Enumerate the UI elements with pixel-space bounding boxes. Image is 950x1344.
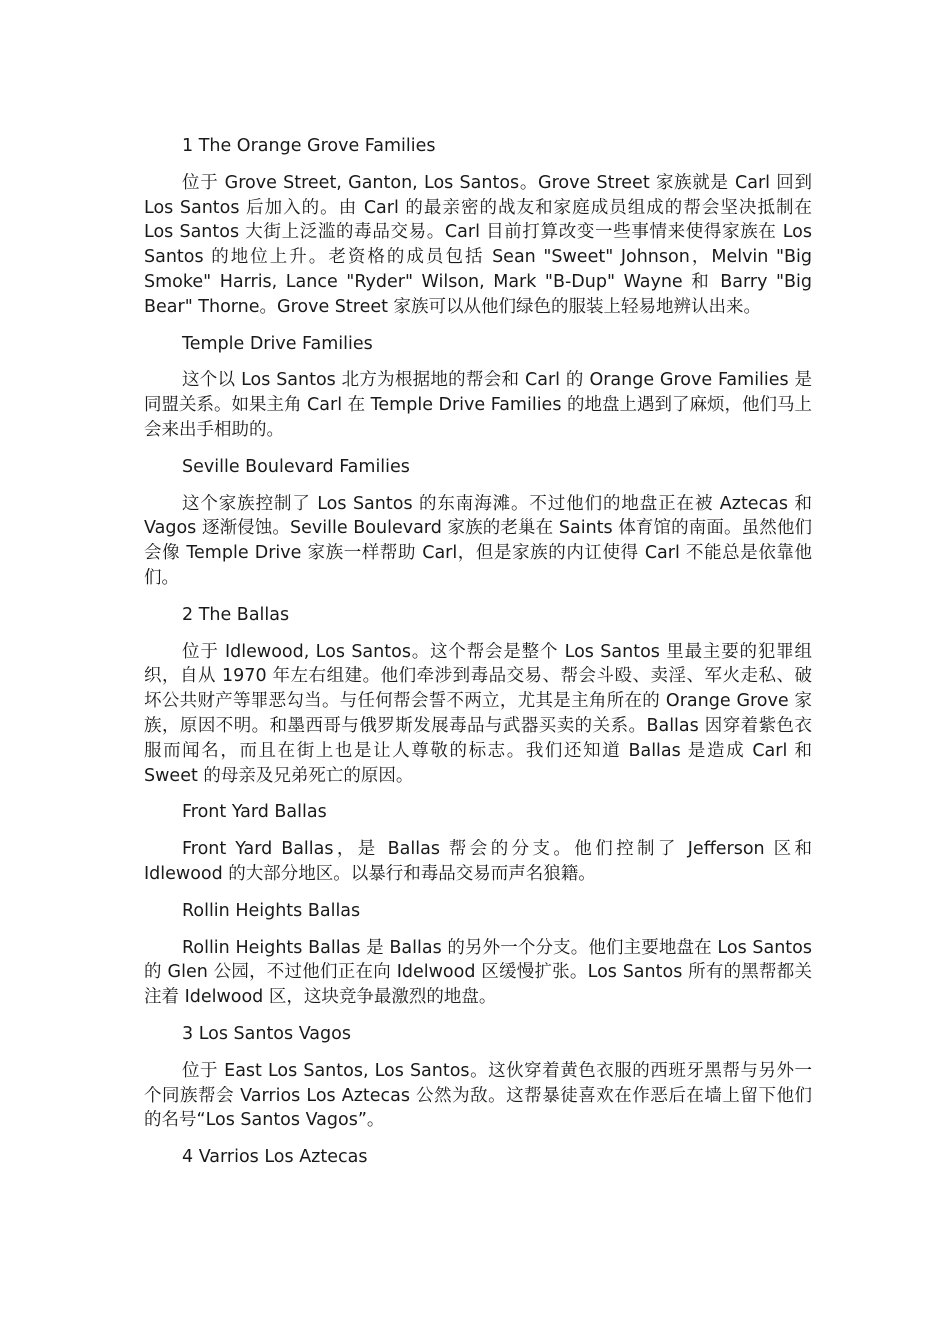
section-heading: Front Yard Ballas [182, 802, 327, 823]
section-paragraph: Front Yard Ballas，是 Ballas 帮会的分支。他们控制了 Jefferson 区和 Idlewood 的大部分地区。以暴行和毒品交易而声名狼籍。 [144, 839, 812, 884]
section-heading: Temple Drive Families [182, 333, 373, 354]
section-paragraph: 这个以 Los Santos 北方为根据地的帮会和 Carl 的 Orange Grove Families 是同盟关系。如果主角 Carl 在 Temple Drive Families 的地盘上遇到了麻烦，他们马上会来出手相助的。 [144, 370, 812, 440]
section-heading: 4 Varrios Los Aztecas [182, 1147, 368, 1168]
section-paragraph: 这个家族控制了 Los Santos 的东南海滩。不过他们的地盘正在被 Aztecas 和 Vagos 逐渐侵蚀。Seville Boulevard 家族的老巢在 Saints 体育馆的南面。虽然他们会像 Temple Drive 家族一样帮助 Carl，但是家族的内讧使得 Carl 不能总是依靠他们。 [144, 493, 812, 588]
section-paragraph: 位于 Idlewood, Los Santos。这个帮会是整个 Los Santos 里最主要的犯罪组织，自从 1970 年左右组建。他们牵涉到毒品交易、帮会斗殴、卖淫、军火走私、破坏公共财产等罪恶勾当。与任何帮会誓不两立，尤其是主角所在的 Orange Grove 家族，原因不明。和墨西哥与俄罗斯发展毒品与武器买卖的关系。Ballas 因穿着紫色衣服而闻名，而且在街上也是让人尊敬的标志。我们还知道 Ballas 是造成 Carl 和 Sweet 的母亲及兄弟死亡的原因。 [144, 641, 812, 786]
section-paragraph: 位于 East Los Santos, Los Santos。这伙穿着黄色衣服的西班牙黑帮与另外一个同族帮会 Varrios Los Aztecas 公然为敌。这帮暴徒喜欢在作恶后在墙上留下他们的名号“Los Santos Vagos”。 [144, 1060, 812, 1131]
document-body [144, 134, 812, 1182]
section-paragraph: Rollin Heights Ballas 是 Ballas 的另外一个分支。他们主要地盘在 Los Santos 的 Glen 公园，不过他们正在向 Idelwood 区缓慢扩张。Los Santos 所有的黑帮都关注着 Idelwood 区，这块竞争最激烈的地盘。 [144, 937, 812, 1008]
section-heading: 3 Los Santos Vagos [182, 1023, 351, 1044]
section-heading: Seville Boulevard Families [182, 456, 410, 477]
section-heading: 2 The Ballas [182, 604, 290, 625]
section-paragraph: 位于 Grove Street, Ganton, Los Santos。Grove Street 家族就是 Carl 回到 Los Santos 后加入的。由 Carl 的最亲密的战友和家庭成员组成的帮会坚决抵制在 Los Santos 大街上泛滥的毒品交易。Carl 目前打算改变一些事情来使得家族在 Los Santos 的地位上升。老资格的成员包括 Sean "Sweet" Johnson，Melvin "Big Smoke" Harris, Lance "Ryder" Wilson, Mark "B-Dup" Wayne 和 Barry "Big Bear" Thorne。Grove Street 家族可以从他们绿色的服装上轻易地辨认出来。 [144, 172, 812, 317]
section-heading: Rollin Heights Ballas [182, 900, 361, 921]
section-heading: 1 The Orange Grove Families [182, 136, 436, 156]
